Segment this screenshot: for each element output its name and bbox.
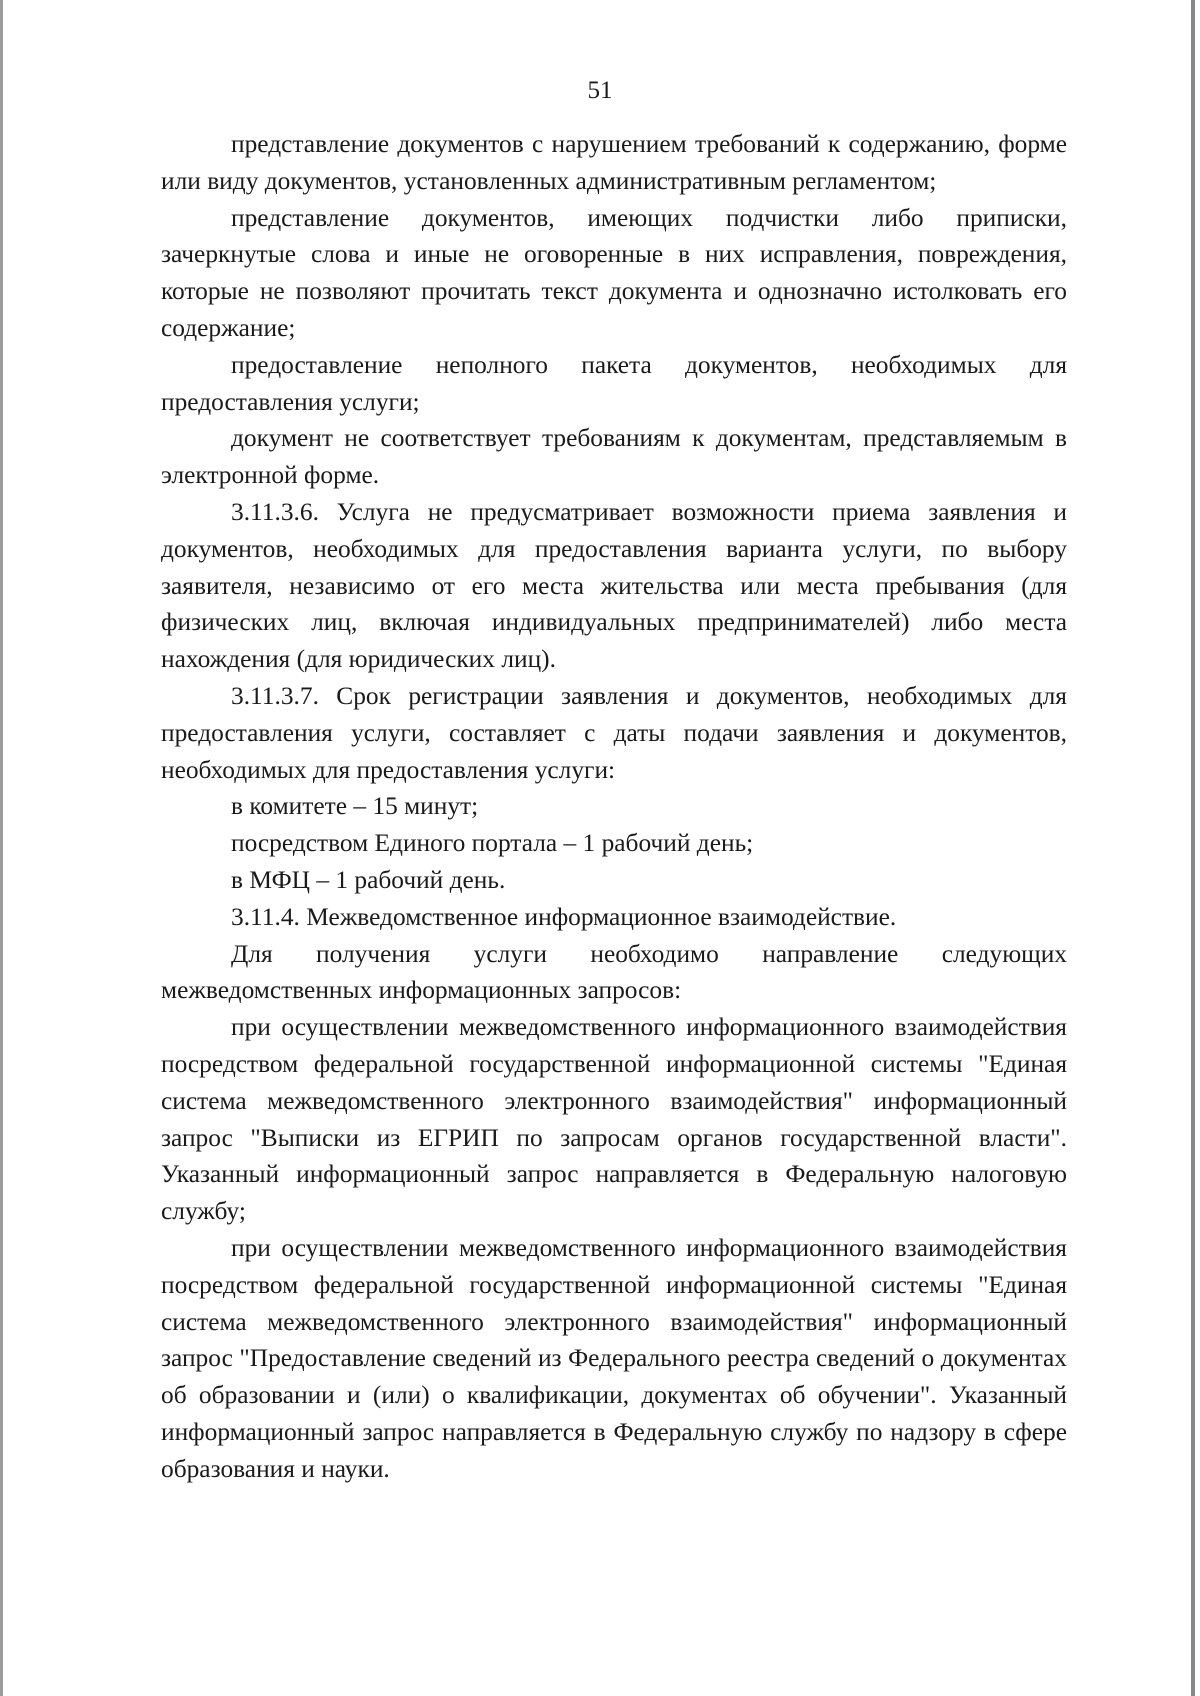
- scan-edge-right: [1191, 0, 1195, 1696]
- paragraph-term-mfc: в МФЦ – 1 рабочий день.: [231, 865, 506, 894]
- page-number: 51: [587, 77, 613, 104]
- paragraph-term-portal: посредством Единого портала – 1 рабочий день;: [231, 829, 754, 858]
- paragraph-request-education-registry: при осуществлении межведомственного информационного взаимодействия посредством федеральной государственной информационной системы "Единая система межведомственного электронного взаимодействия" информационный запрос "Предоставление сведений из Федерального реестра сведений о документах об образовании и (или) о квалификации, документах об обучении". Указанный информационный запрос направляется в Федеральную службу по надзору в сфере образования и науки.: [161, 1233, 1067, 1483]
- paragraph-request-egrip: при осуществлении межведомственного информационного взаимодействия посредством федеральной государственной информационной системы "Единая система межведомственного электронного взаимодействия" информационный запрос "Выписки из ЕГРИП по запросам органов государственной власти". Указанный информационный запрос направляется в Федеральную налоговую службу;: [161, 1013, 1067, 1226]
- paragraph-3-11-3-7: 3.11.3.7. Срок регистрации заявления и документов, необходимых для предоставления услуги, составляет с даты подачи заявления и документов, необходимых для предоставления услуги:: [161, 681, 1067, 784]
- paragraph-3-11-3-6: 3.11.3.6. Услуга не предусматривает возможности приема заявления и документов, необходимых для предоставления варианта услуги, по выбору заявителя, независимо от его места жительства или места пребывания (для физических лиц, включая индивидуальных предпринимателей) либо места нахождения (для юридических лиц).: [161, 497, 1067, 674]
- paragraph-3-11-4: 3.11.4. Межведомственное информационное взаимодействие.: [231, 902, 897, 931]
- paragraph-electronic-form: документ не соответствует требованиям к документам, представляемым в электронной форме.: [161, 424, 1067, 490]
- paragraph-erasures: представление документов, имеющих подчистки либо приписки, зачеркнутые слова и иные не оговоренные в них исправления, повреждения, которые не позволяют прочитать текст документа и однозначно истолковать его содержание;: [161, 203, 1067, 342]
- scan-edge-left: [0, 0, 3, 1696]
- paragraph-incomplete-package: предоставление неполного пакета документов, необходимых для предоставления услуги;: [161, 350, 1067, 416]
- paragraph-requests-intro: Для получения услуги необходимо направление следующих межведомственных информационных запросов:: [161, 939, 1067, 1005]
- document-body: [161, 126, 1067, 1487]
- paragraph-format-violation: представление документов с нарушением требований к содержанию, форме или виду документов, установленных административным регламентом;: [161, 130, 1067, 195]
- paragraph-term-committee: в комитете – 15 минут;: [231, 792, 479, 821]
